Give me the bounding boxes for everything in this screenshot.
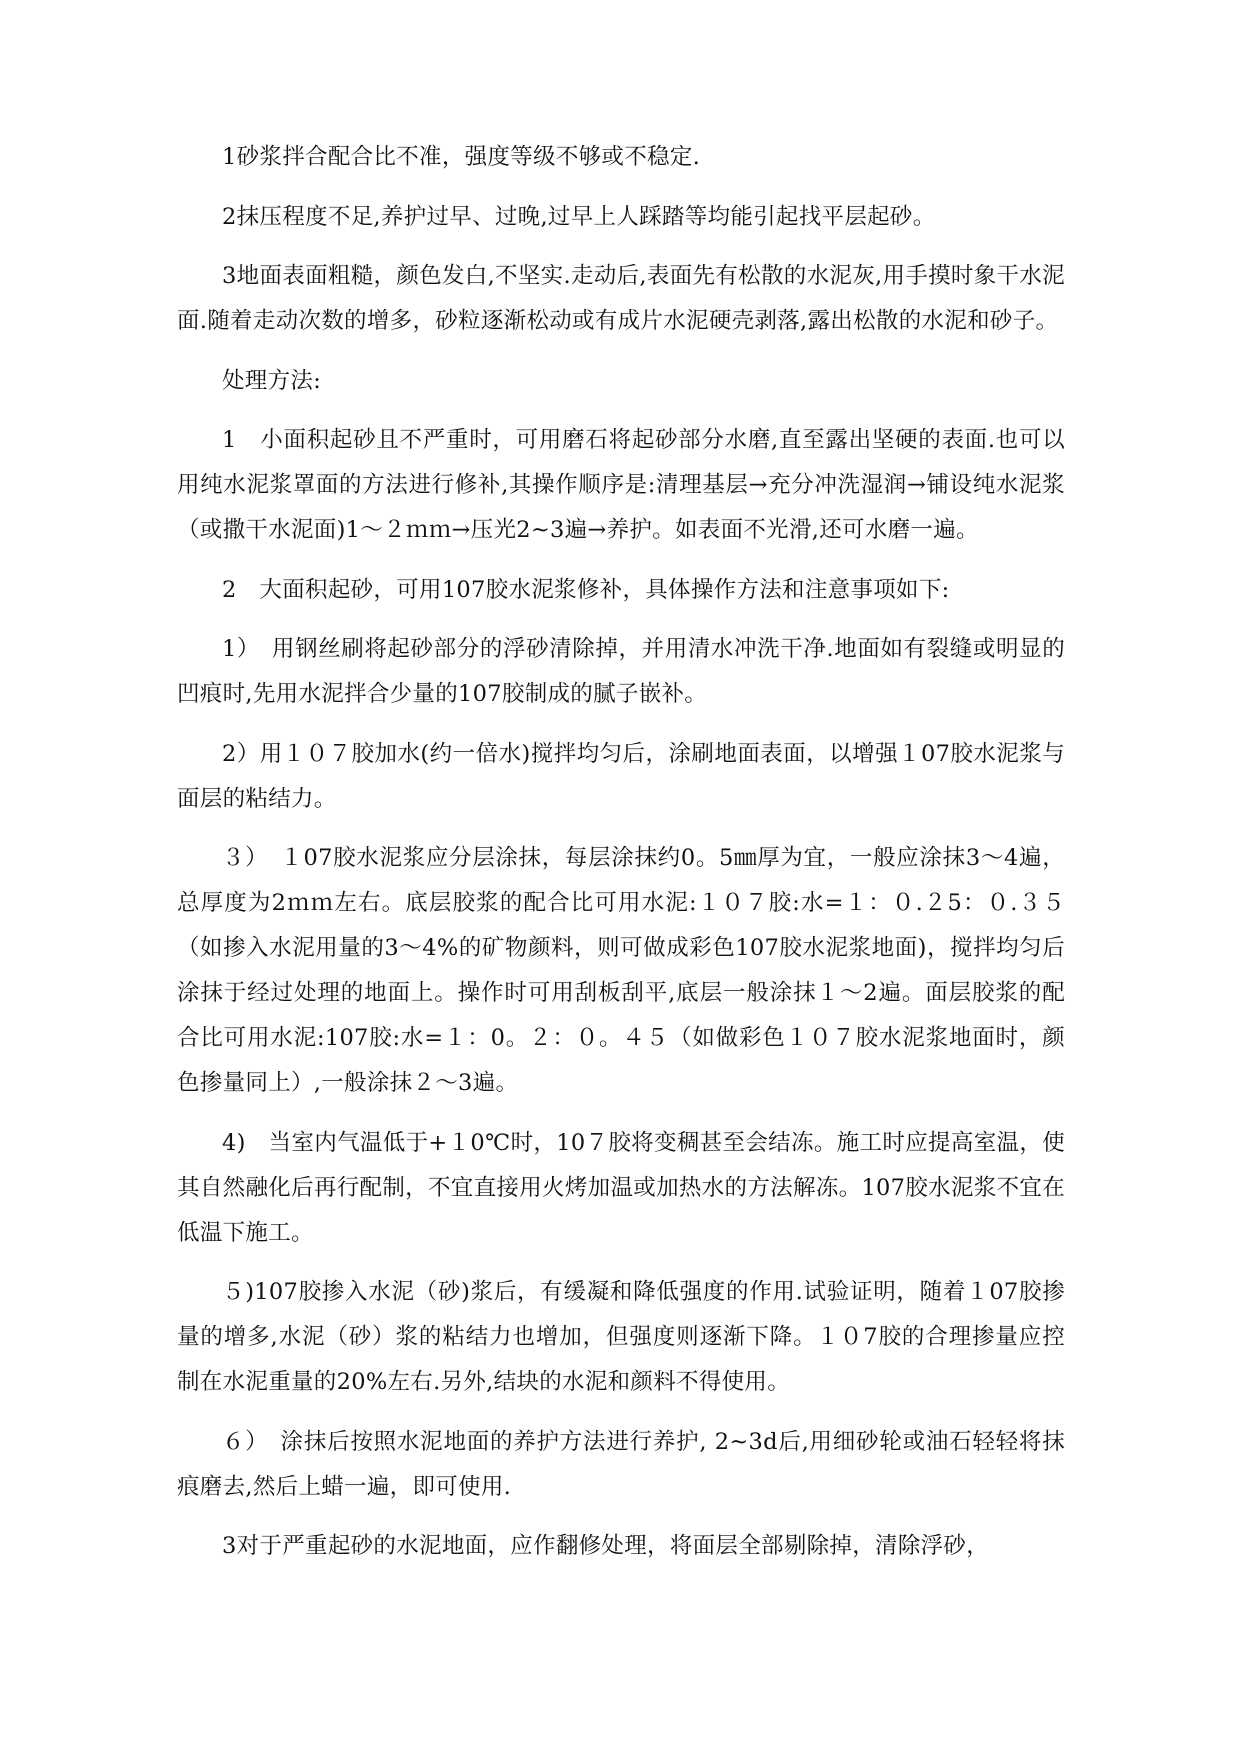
paragraph-step-1: 1） 用钢丝刷将起砂部分的浮砂清除掉，并用清水冲洗干净.地面如有裂缝或明显的凹痕时,先用水泥拌合少量的107胶制成的腻子嵌补。 bbox=[177, 636, 1065, 707]
paragraph-heading-method: 处理方法: bbox=[222, 367, 322, 394]
paragraph-cause-2: 2抹压程度不足,养护过早、过晚,过早上人踩踏等均能引起找平层起砂。 bbox=[222, 203, 936, 230]
document-body bbox=[177, 135, 1065, 1584]
paragraph-step-4: 4) 当室内气温低于+１0℃时，10７胶将变稠甚至会结冻。施工时应提高室温，使其自然融化后再行配制，不宜直接用火烤加温或加热水的方法解冻。107胶水泥浆不宜在低温下施工。 bbox=[177, 1129, 1065, 1246]
paragraph-method-3: 3对于严重起砂的水泥地面，应作翻修处理，将面层全部剔除掉，清除浮砂， bbox=[222, 1533, 990, 1559]
paragraph-step-5: ５)107胶掺入水泥（砂)浆后，有缓凝和降低强度的作用.试验证明，随着１07胶掺量的增多,水泥（砂）浆的粘结力也增加，但强度则逐渐下降。１０7胶的合理掺量应控制在水泥重量的20%左右.另外,结块的水泥和颜料不得使用。 bbox=[177, 1279, 1065, 1395]
paragraph-symptom: 3地面表面粗糙，颜色发白,不坚实.走动后,表面先有松散的水泥灰,用手摸时象干水泥面.随着走动次数的增多，砂粒逐渐松动或有成片水泥硬壳剥落,露出松散的水泥和砂子。 bbox=[177, 263, 1065, 334]
paragraph-method-1: 1 小面积起砂且不严重时，可用磨石将起砂部分水磨,直至露出坚硬的表面.也可以用纯水泥浆罩面的方法进行修补,其操作顺序是:清理基层→充分冲洗湿润→铺设纯水泥浆（或撒干水泥面)1～２ｍｍ→压光2~3遍→养护。如表面不光滑,还可水磨一遍。 bbox=[177, 427, 1065, 543]
paragraph-step-3: ３） １07胶水泥浆应分层涂抹，每层涂抹约0。5㎜厚为宜，一般应涂抹3～4遍，总厚度为2ｍｍ左右。底层胶浆的配合比可用水泥:１０７胶:水=１：０.２5：０.３５（如掺入水泥用量的3～4%的矿物颜料，则可做成彩色107胶水泥浆地面)，搅拌均匀后涂抹于经过处理的地面上。操作时可用刮板刮平,底层一般涂抹１～2遍。面层胶浆的配合比可用水泥:107胶:水=１：0。２：０。４５（如做彩色１０７胶水泥浆地面时，颜色掺量同上）,一般涂抹２～3遍。 bbox=[177, 845, 1065, 1096]
paragraph-method-2: 2 大面积起砂，可用107胶水泥浆修补，具体操作方法和注意事项如下: bbox=[222, 576, 950, 603]
paragraph-step-2: 2）用１０７胶加水(约一倍水)搅拌均匀后，涂刷地面表面，以增强１07胶水泥浆与面层的粘结力。 bbox=[177, 740, 1065, 812]
paragraph-cause-1: 1砂浆拌合配合比不准，强度等级不够或不稳定. bbox=[222, 144, 701, 170]
paragraph-step-6: ６） 涂抹后按照水泥地面的养护方法进行养护, 2~3d后,用细砂轮或油石轻轻将抹痕磨去,然后上蜡一遍，即可使用. bbox=[177, 1428, 1065, 1500]
